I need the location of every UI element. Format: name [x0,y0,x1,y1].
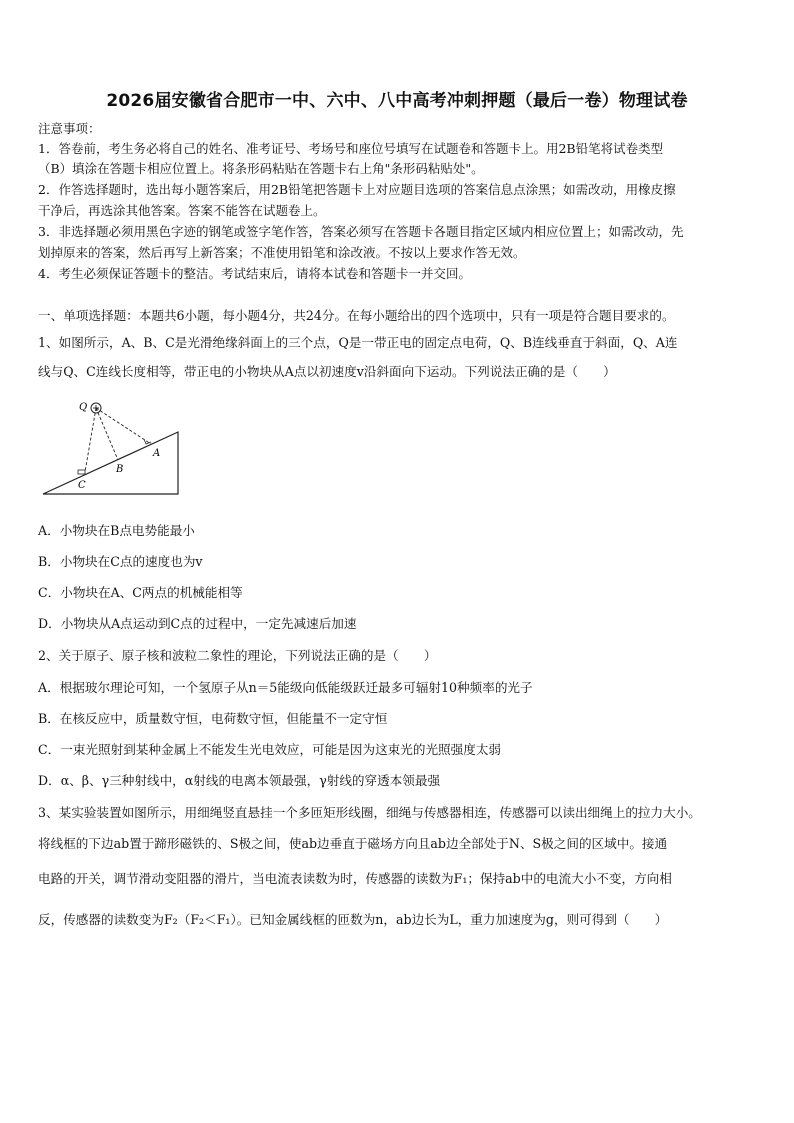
notice-line: 划掉原来的答案，然后再写上新答案；不准使用铅笔和涂改液。不按以上要求作答无效。 [38,245,526,260]
question-3-stem: 将线框的下边ab置于蹄形磁铁的、S极之间，使ab边垂直于磁场方向且ab边全部处于N、S极之间的区域中。接通 [38,836,668,851]
page-title: 2026届安徽省合肥市一中、六中、八中高考冲刺押题（最后一卷）物理试卷 [106,91,688,111]
option-b: B．在核反应中，质量数守恒，电荷数守恒，但能量不一定守恒 [38,711,388,726]
notice-line: 4．考生必须保证答题卡的整洁。考试结束后，请将本试卷和答题卡一并交回。 [38,266,471,281]
question-3-stem: 3、某实验装置如图所示，用细绳竖直悬挂一个多匝矩形线圈，细绳与传感器相连，传感器可以读出细绳上的拉力大小。 [38,805,701,820]
label-q: Q [79,402,88,413]
incline-figure [38,392,188,502]
label-c: C [78,480,86,491]
label-a: A [153,448,161,459]
option-d: D．α、β、γ三种射线中，α射线的电离本领最强，γ射线的穿透本领最强 [38,773,441,788]
notice-line: 2．作答选择题时，选出每小题答案后，用2B铅笔把答题卡上对应题目选项的答案信息点涂黑；如需改动，用橡皮擦 [38,182,676,197]
label-b: B [116,464,124,475]
option-d: D．小物块从A点运动到C点的过程中，一定先减速后加速 [38,616,357,631]
qc-line [85,408,96,472]
option-a: A．根据玻尔理论可知，一个氢原子从n＝5能级向低能级跃迁最多可辐射10种频率的光子 [38,680,533,695]
question-1-stem: 1、如图所示，A、B、C是光滑绝缘斜面上的三个点，Q是一带正电的固定点电荷，Q、B连线垂直于斜面，Q、A连 [38,335,678,350]
option-c: C．小物块在A、C两点的机械能相等 [38,585,243,600]
notice-line: 干净后，再选涂其他答案。答案不能答在试题卷上。 [38,203,326,218]
option-b: B．小物块在C点的速度也为v [38,554,203,569]
qb-line [96,408,118,460]
question-3-stem: 反，传感器的读数变为F₂（F₂＜F₁）。已知金属线框的匝数为n，ab边长为L，重力加速度为g，则可得到（ ） [38,912,668,927]
question-2-stem: 2、关于原子、原子核和波粒二象性的理论，下列说法正确的是（ ） [38,648,437,663]
notice-line: （B）填涂在答题卡相应位置上。将条形码粘贴在答题卡右上角"条形码粘贴处"。 [38,161,484,176]
option-c: C．一束光照射到某种金属上不能发生光电效应，可能是因为这束光的光照强度太弱 [38,742,502,757]
notice-line: 3．非选择题必须用黑色字迹的钢笔或签字笔作答，答案必须写在答题卡各题目指定区域内相应位置上；如需改动，先 [38,224,684,239]
question-3-stem: 电路的开关，调节滑动变阻器的滑片，当电流表读数为时，传感器的读数为F₁；保持ab中的电流大小不变，方向相 [38,871,672,886]
notice-heading: 注意事项： [38,121,101,136]
qa-line [96,408,151,444]
notice-line: 1．答卷前，考生务必将自己的姓名、准考证号、考场号和座位号填写在试题卷和答题卡上。用2B铅笔将试卷类型 [38,141,664,156]
section-heading: 一、单项选择题：本题共6小题，每小题4分，共24分。在每小题给出的四个选项中，只有一项是符合题目要求的。 [38,308,675,323]
option-a: A．小物块在B点电势能最小 [38,523,195,538]
question-1-stem: 线与Q、C连线长度相等，带正电的小物块从A点以初速度v沿斜面向下运动。下列说法正确的是（ ） [38,364,616,379]
